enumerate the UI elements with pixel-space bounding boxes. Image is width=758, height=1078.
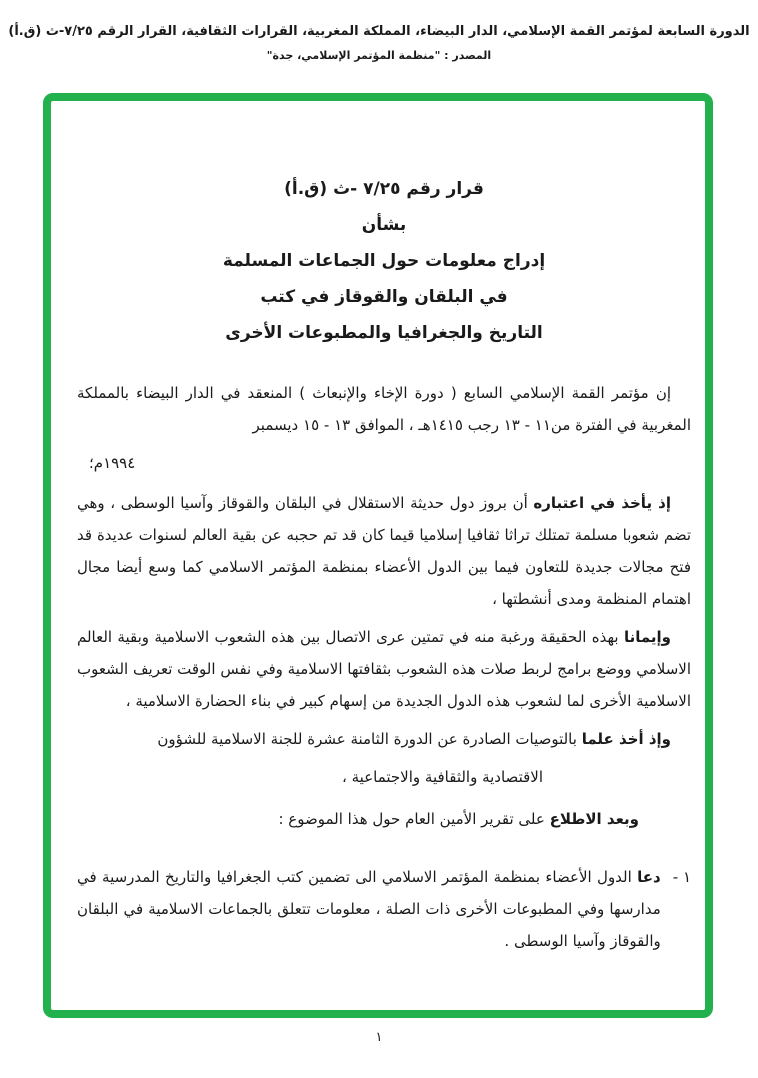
clause-lead-reviewing: وبعد الاطلاع xyxy=(549,810,639,828)
preamble-opening-text: إن مؤتمر القمة الإسلامي السابع ( دورة الإخاء والإنبعاث ) المنعقد في الدار البيضاء بالمملكة المغربية في الفترة من١١ - ١٣ رجب ١٤١٥هـ ، الموافق ١٣ - ١٥ ديسمبر xyxy=(77,384,691,434)
page-number: ١ xyxy=(375,1030,383,1045)
preamble-clause-noting xyxy=(77,723,691,755)
operative-item-1 xyxy=(77,861,691,957)
clause-text-considering: أن بروز دول حديثة الاستقلال في البلقان والقوقاز وآسيا الوسطى ، وهي تضم شعوبا مسلمة تمتلك تراثا ثقافيا إسلاميا قيما كان قد تم حجبه عن بقية العالم لسنوات عديدة قد فتح مجالات جديدة للتعاون فيما بين الدول الأعضاء بمنظمة المؤتمر الاسلامي كما وسع أيضا مجال اهتمام المنظمة ومدى أنشطتها ، xyxy=(77,494,691,608)
item-lead: دعا xyxy=(637,868,661,886)
clause-lead-considering: إذ يأخذ في اعتباره xyxy=(533,494,671,512)
header-session-line: الدورة السابعة لمؤتمر القمة الإسلامي، الدار البيضاء، المملكة المغربية، القرارات الثقافية، القرار الرقم ٧/٢٥-ث (ق.أ) xyxy=(8,24,750,39)
resolution-regarding: بشأن xyxy=(361,215,407,235)
preamble-opening-paragraph xyxy=(77,377,691,441)
header-source-line: المصدر : "منظمة المؤتمر الإسلامي، جدة" xyxy=(266,49,492,62)
item-text xyxy=(77,861,661,957)
preamble-clause-reviewing xyxy=(77,803,691,835)
resolution-subject-line-3: التاريخ والجغرافيا والمطبوعات الأخرى xyxy=(225,323,543,343)
item-number: ١ - xyxy=(672,868,691,886)
item-body-text: الدول الأعضاء بمنظمة المؤتمر الاسلامي الى تضمين كتب الجغرافيا والتاريخ المدرسية في مدارسها وفي المطبوعات الأخرى ذات الصلة ، معلومات تتعلق بالجماعات الاسلامية في البلقان والقوقاز وآسيا الوسطى . xyxy=(77,868,661,950)
clause-text-believing: بهذه الحقيقة ورغبة منه في تمتين عرى الاتصال بين هذه الشعوب الاسلامية وبقية العالم الاسلامي ووضع برامج لربط صلات هذه الشعوب بثقافتها الاسلامية وفي نفس الوقت تعريف الشعوب الاسلامية الأخرى لما لشعوب هذه الدول الجديدة من إسهام كبير في بناء الحضارة الاسلامية ، xyxy=(77,628,691,710)
clause-text-reviewing: على تقرير الأمين العام حول هذا الموضوع : xyxy=(278,810,545,828)
resolution-body xyxy=(77,377,691,957)
preamble-clause-believing xyxy=(77,621,691,717)
clause-lead-believing: وإيمانا xyxy=(623,628,671,646)
clause-lead-noting: وإذ أخذ علما xyxy=(581,730,671,748)
resolution-subject-line-1: إدراج معلومات حول الجماعات المسلمة xyxy=(222,251,546,271)
clause-text-noting: بالتوصيات الصادرة عن الدورة الثامنة عشرة للجنة الاسلامية للشؤون xyxy=(157,730,577,748)
document-frame xyxy=(43,93,713,1018)
document-header xyxy=(0,24,758,62)
resolution-number-title: قرار رقم ٧/٢٥ -ث (ق.أ) xyxy=(284,179,484,199)
preamble-clause-considering xyxy=(77,487,691,615)
preamble-opening-date: ١٩٩٤م؛ xyxy=(89,454,136,472)
clause-noting-continuation: الاقتصادية والثقافية والاجتماعية ، xyxy=(342,768,543,786)
resolution-subject-line-2: في البلقان والقوقاز في كتب xyxy=(260,287,508,307)
resolution-title-block xyxy=(77,171,691,351)
